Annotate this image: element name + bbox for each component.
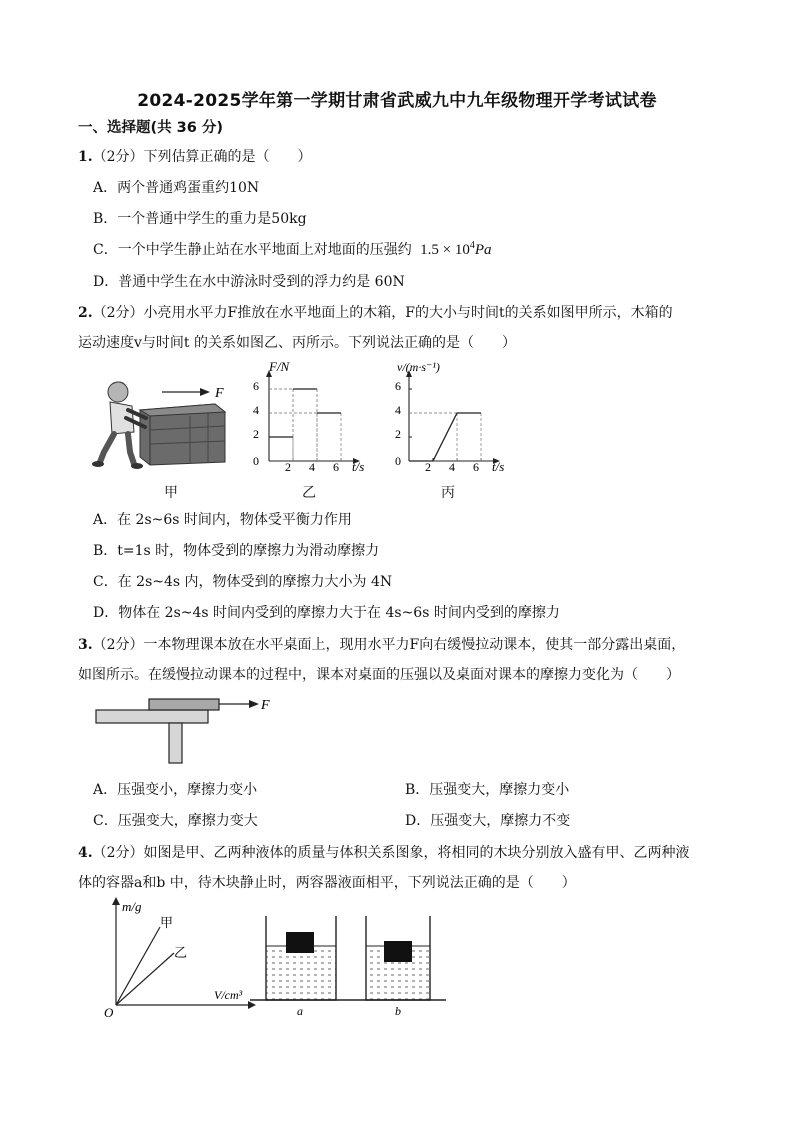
formula-unit: Pa <box>474 242 492 258</box>
figure-caption-yi: 乙 <box>302 485 316 501</box>
textbook <box>149 699 219 710</box>
formula-base: 1.5 × 10 <box>420 242 470 258</box>
question-2-stem-line2: 运动速度v与时间t 的关系如图乙、丙所示。下列说法正确的是（ ） <box>78 335 516 351</box>
f-graph-xtick-6: 6 <box>333 460 339 474</box>
pushing-box-figure <box>90 372 240 472</box>
formula-exponent: 4 <box>469 240 475 251</box>
q3-option-c[interactable]: C．压强变大，摩擦力变大 <box>93 813 258 829</box>
question-4-stem-line2: 体的容器a和b 中，待木块静止时，两容器液面相平，下列说法正确的是（ ） <box>78 875 576 891</box>
figure-caption-jia: 甲 <box>164 485 178 501</box>
liquid-a <box>266 946 336 1000</box>
question-text: （2分）一本物理课本放在水平桌面上，现用水平力F向右缓慢拉动课本，使其一部分露出桌面， <box>92 637 686 653</box>
question-number: 3. <box>78 637 93 653</box>
mass-volume-graph <box>100 895 260 1020</box>
pressure-formula <box>420 242 491 258</box>
f-graph-ytick-0: 0 <box>253 454 259 468</box>
q2-option-a[interactable]: A．在 2s~6s 时间内，物体受平衡力作用 <box>93 512 352 528</box>
question-text: （2分）小亮用水平力F推放在水平地面上的木箱，F的大小与时间t的关系如图甲所示，木箱的 <box>92 305 673 321</box>
velocity-time-plot <box>406 370 500 464</box>
line-yi <box>116 953 174 1005</box>
book-on-table-figure <box>94 694 284 766</box>
question-4-stem-line1 <box>78 842 690 862</box>
figure-caption-bing: 丙 <box>441 485 455 501</box>
question-3-stem-line2: 如图所示。在缓慢拉动课本的过程中，课本对桌面的压强以及桌面对课本的摩擦力变化为（ ） <box>78 667 680 683</box>
force-time-graph <box>245 355 385 480</box>
v-graph-data-segment <box>433 413 457 461</box>
f-graph-ytick-6: 6 <box>253 379 259 393</box>
container-b-label: b <box>395 1004 401 1018</box>
question-2-stem-line1 <box>78 302 673 322</box>
f-graph-ytick-4: 4 <box>253 403 259 417</box>
force-f-label: F <box>261 698 270 713</box>
q1-option-b[interactable]: B．一个普通中学生的重力是50kg <box>93 211 307 227</box>
exam-title: 2024-2025学年第一学期甘肃省武威九中九年级物理开学考试试卷 <box>137 91 657 111</box>
f-graph-xlabel: t/s <box>352 459 365 474</box>
v-graph-ylabel: v/(m·s⁻¹) <box>397 360 440 374</box>
force-f-label: F <box>215 386 224 401</box>
force-time-plot <box>266 370 360 464</box>
line-yi-label: 乙 <box>174 945 188 960</box>
q2-option-d[interactable]: D．物体在 2s~4s 时间内受到的摩擦力大于在 4s~6s 时间内受到的摩擦力 <box>93 605 560 621</box>
table-leg <box>169 723 182 763</box>
mv-graph-ylabel: m/g <box>122 899 142 914</box>
q3-option-d[interactable]: D．压强变大，摩擦力不变 <box>405 813 571 829</box>
f-graph-xtick-2: 2 <box>285 460 291 474</box>
line-jia-label: 甲 <box>160 915 174 930</box>
line-jia <box>116 927 160 1005</box>
question-1-stem <box>78 146 312 166</box>
v-graph-ytick-4: 4 <box>395 403 401 417</box>
container-a-label: a <box>297 1004 303 1018</box>
question-number: 2. <box>78 305 93 321</box>
mv-graph-xlabel: V/cm³ <box>214 988 243 1002</box>
velocity-time-graph <box>385 355 525 480</box>
v-graph-xlabel: t/s <box>492 459 505 474</box>
container-a <box>266 916 336 1000</box>
question-text: （2分）如图是甲、乙两种液体的质量与体积关系图象，将相同的木块分别放入盛有甲、乙两种液 <box>92 845 690 861</box>
table-top <box>96 710 208 723</box>
q3-option-a[interactable]: A．压强变小，摩擦力变小 <box>93 782 258 798</box>
q2-option-c[interactable]: C．在 2s~4s 内，物体受到的摩擦力大小为 4N <box>93 574 393 590</box>
option-text: C．一个中学生静止站在水平地面上对地面的压强约 <box>93 242 412 258</box>
v-graph-xtick-2: 2 <box>425 460 431 474</box>
containers-figure <box>250 912 450 1020</box>
question-3-stem-line1 <box>78 634 685 654</box>
q2-option-b[interactable]: B．t=1s 时，物体受到的摩擦力为滑动摩擦力 <box>93 543 380 559</box>
v-graph-ytick-0: 0 <box>395 454 401 468</box>
f-graph-xtick-4: 4 <box>309 460 315 474</box>
origin-label: O <box>104 1005 114 1020</box>
v-graph-xtick-6: 6 <box>473 460 479 474</box>
question-number: 1. <box>78 149 93 165</box>
q3-option-b[interactable]: B．压强变大，摩擦力变小 <box>405 782 570 798</box>
wood-block-b <box>384 941 412 962</box>
v-graph-ytick-2: 2 <box>395 427 401 441</box>
section-heading: 一、选择题(共 36 分) <box>78 120 224 136</box>
q1-option-d[interactable]: D．普通中学生在水中游泳时受到的浮力约是 60N <box>93 274 405 290</box>
q1-option-a[interactable]: A．两个普通鸡蛋重约10N <box>93 180 260 196</box>
container-b <box>366 916 430 1000</box>
wood-block-a <box>286 932 314 953</box>
v-graph-xtick-4: 4 <box>449 460 455 474</box>
q1-option-c[interactable] <box>93 239 492 259</box>
question-number: 4. <box>78 845 93 861</box>
f-graph-ylabel: F/N <box>269 359 290 374</box>
question-text: （2分）下列估算正确的是（ ） <box>92 149 312 165</box>
v-graph-ytick-6: 6 <box>395 379 401 393</box>
f-graph-ytick-2: 2 <box>253 427 259 441</box>
